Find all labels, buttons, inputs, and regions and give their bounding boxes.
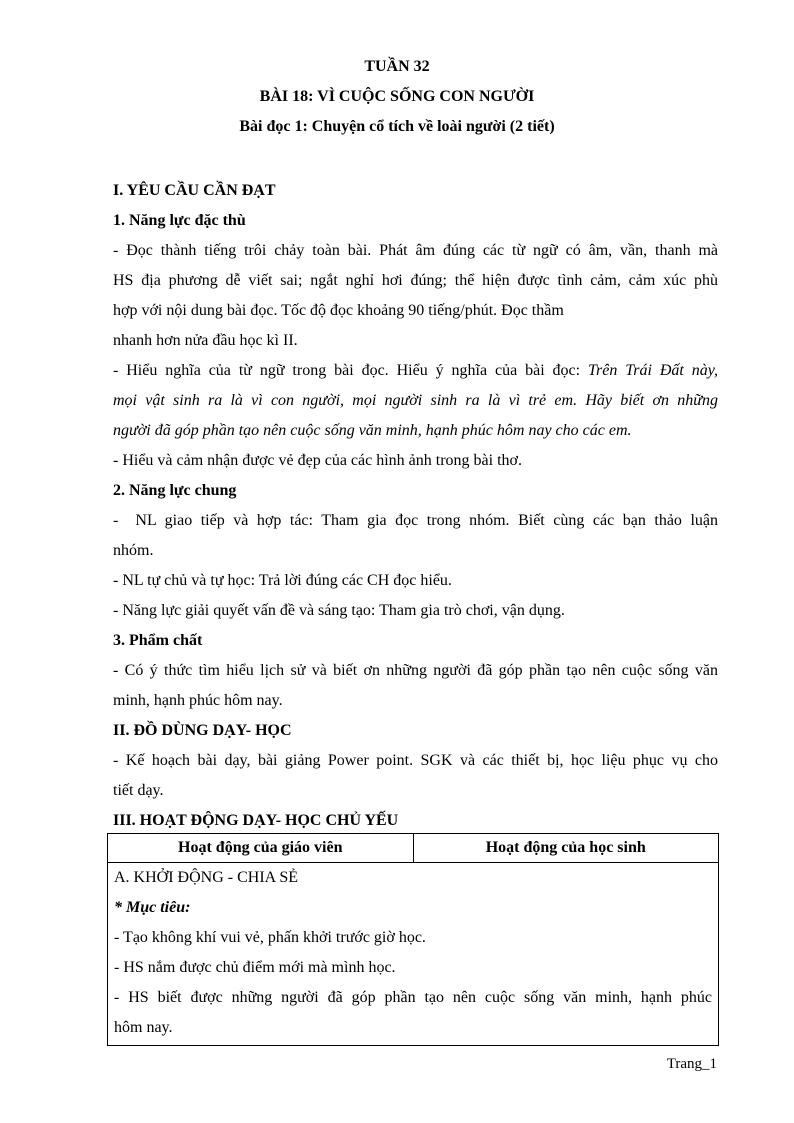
paragraph-line: nhanh hơn nửa đầu học kì II.	[113, 332, 298, 349]
reading-title: Bài đọc 1: Chuyện cổ tích về loài người (2 tiết)	[239, 118, 555, 135]
lesson-title: BÀI 18: VÌ CUỘC SỐNG CON NGƯỜI	[259, 88, 535, 105]
table-row	[108, 863, 719, 1046]
subsection-3-heading: 3. Phẩm chất	[113, 632, 203, 649]
paragraph-line: - NL tự chủ và tự học: Trả lời đúng các CH đọc hiểu.	[113, 572, 452, 589]
activities-table	[107, 833, 719, 1046]
paragraph-line: - Kế hoạch bài dạy, bài giảng Power point. SGK và các thiết bị, học liệu phục vụ cho	[113, 752, 718, 769]
subsection-2-heading: 2. Năng lực chung	[113, 482, 237, 499]
section-2-heading: II. ĐỒ DÙNG DẠY- HỌC	[113, 722, 292, 739]
paragraph-line: - NL giao tiếp và hợp tác: Tham gia đọc trong nhóm. Biết cùng các bạn thảo luận	[113, 512, 718, 529]
paragraph-line: - Có ý thức tìm hiểu lịch sử và biết ơn những người đã góp phần tạo nên cuộc sống văn	[113, 662, 718, 679]
objective-label: * Mục tiêu:	[114, 899, 191, 916]
paragraph-line: tiết dạy.	[113, 782, 164, 799]
teacher-column-header: Hoạt động của giáo viên	[108, 834, 414, 863]
meaning-line	[113, 356, 718, 386]
section-1-heading: I. YÊU CẦU CẦN ĐẠT	[113, 182, 276, 199]
objective-item: hôm nay.	[114, 1019, 173, 1036]
paragraph-line: - Đọc thành tiếng trôi chảy toàn bài. Phát âm đúng các từ ngữ có âm, vần, thanh mà	[113, 242, 718, 259]
section-3-heading: III. HOẠT ĐỘNG DẠY- HỌC CHỦ YẾU	[113, 812, 399, 829]
paragraph-line: - Hiểu và cảm nhận được vẻ đẹp của các hình ảnh trong bài thơ.	[113, 452, 522, 469]
part-a-heading: A. KHỞI ĐỘNG - CHIA SẺ	[114, 869, 298, 886]
objective-item: - HS nắm được chủ điểm mới mà mình học.	[114, 959, 396, 976]
page-number: Trang_1	[666, 1056, 717, 1072]
meaning-italic: Trên Trái Đất này,	[588, 362, 719, 379]
week-title: TUẦN 32	[364, 58, 430, 75]
subsection-1-heading: 1. Năng lực đặc thù	[113, 212, 246, 229]
objective-item: - Tạo không khí vui vẻ, phấn khởi trước giờ học.	[114, 929, 426, 946]
paragraph-line: nhóm.	[113, 542, 154, 559]
paragraph-line: - Năng lực giải quyết vấn đề và sáng tạo: Tham gia trò chơi, vận dụng.	[113, 602, 565, 619]
objective-item: - HS biết được những người đã góp phần tạo nên cuộc sống văn minh, hạnh phúc	[114, 989, 712, 1006]
student-column-header: Hoạt động của học sinh	[413, 834, 719, 863]
paragraph-line: HS địa phương dễ viết sai; ngắt nghỉ hơi đúng; thể hiện được tình cảm, cảm xúc phù	[113, 272, 718, 289]
paragraph-line: minh, hạnh phúc hôm nay.	[113, 692, 283, 709]
warmup-cell	[108, 863, 719, 1046]
meaning-italic-line: mọi vật sinh ra là vì con người, mọi người sinh ra là vì trẻ em. Hãy biết ơn những	[113, 392, 718, 409]
lesson-content	[113, 176, 718, 836]
meaning-italic-line: người đã góp phần tạo nên cuộc sống văn minh, hạnh phúc hôm nay cho các em.	[113, 422, 632, 439]
table-header-row	[108, 834, 719, 863]
paragraph-line: hợp với nội dung bài đọc. Tốc độ đọc khoảng 90 tiếng/phút. Đọc thầm	[113, 302, 564, 319]
meaning-prefix: - Hiểu nghĩa của từ ngữ trong bài đọc. Hiểu ý nghĩa của bài đọc:	[113, 362, 589, 379]
